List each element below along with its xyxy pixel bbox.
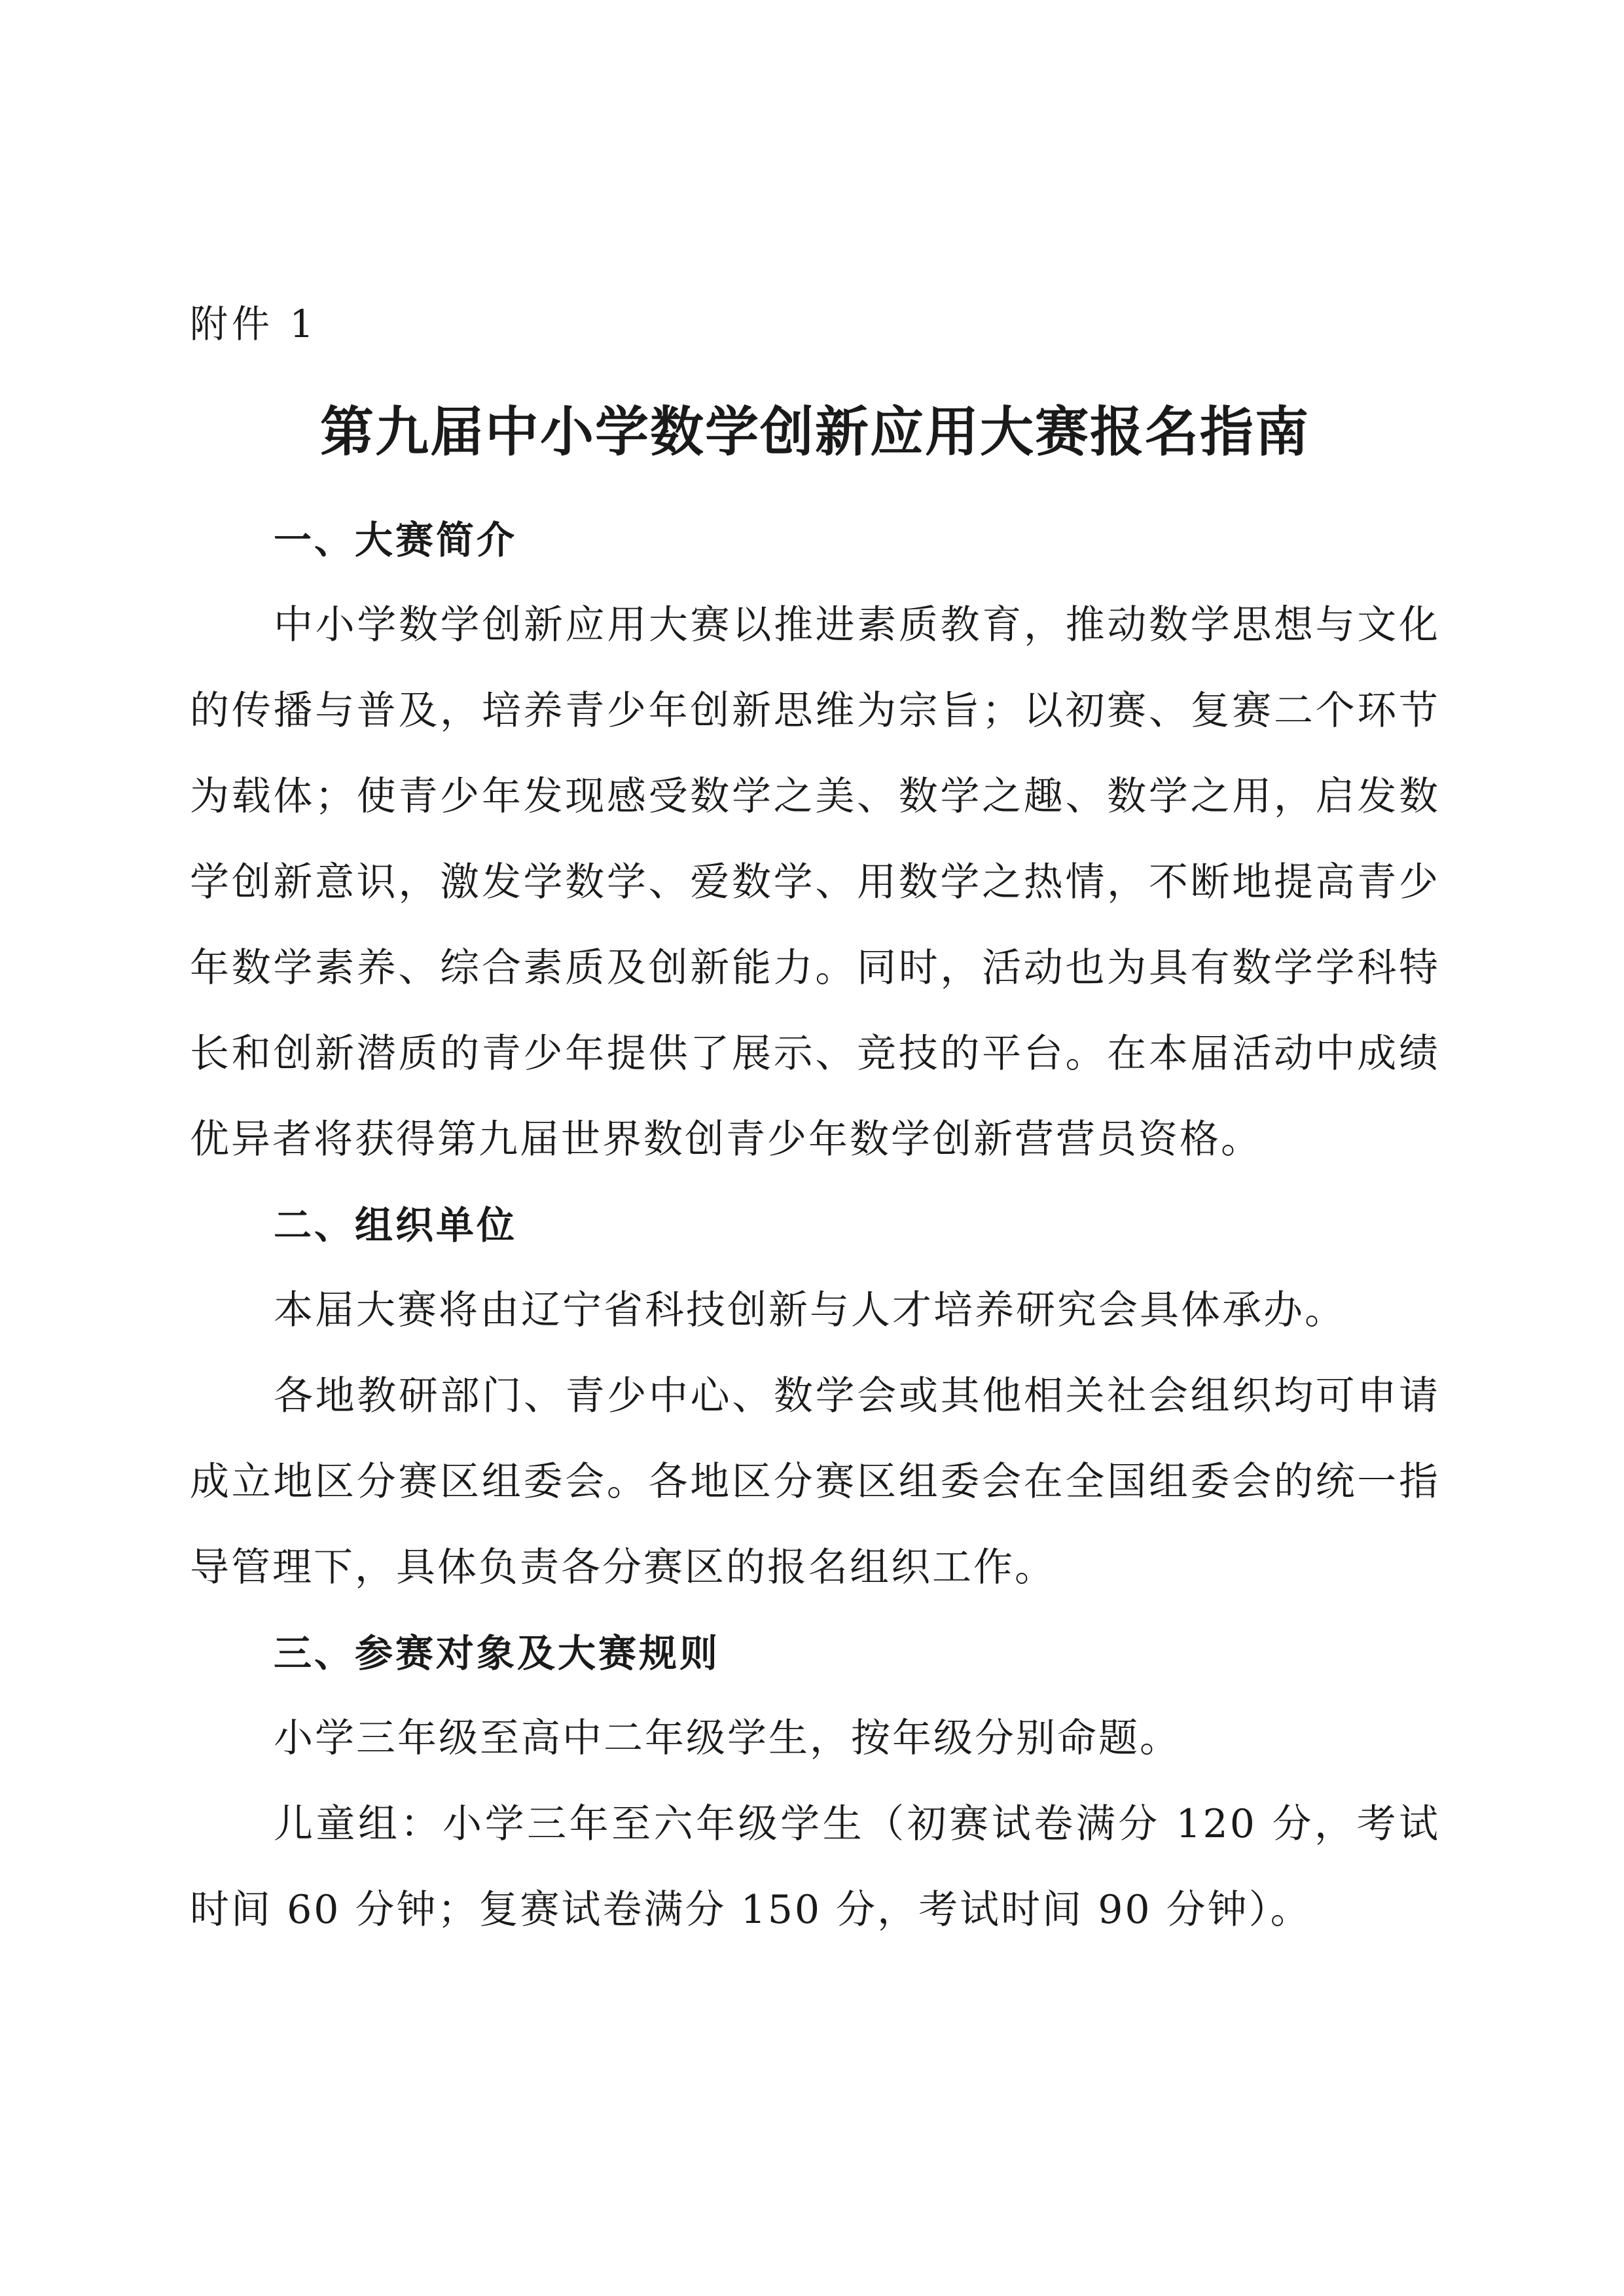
children-group-paragraph: 儿童组：小学三年至六年级学生（初赛试卷满分 120 分，考试时间 60 分钟；复赛试卷满分 150 分，考试时间 90 分钟）。 xyxy=(190,1801,1440,1933)
section-heading-introduction: 一、大赛简介 xyxy=(274,518,518,562)
introduction-paragraph: 中小学数学创新应用大赛以推进素质教育，推动数学思想与文化的传播与普及，培养青少年创新思维为宗旨；以初赛、复赛二个环节为载体；使青少年发现感受数学之美、数学之趣、数学之用，启发数学创新意识，激发学数学、爱数学、用数学之热情，不断地提高青少年数学素养、综合素质及创新能力。同时，活动也为具有数学学科特长和创新潜质的青少年提供了展示、竞技的平台。在本届活动中成绩优异者将获得第九届世界数创青少年数学创新营营员资格。 xyxy=(190,602,1440,1162)
section-heading-organizers: 二、组织单位 xyxy=(274,1203,518,1247)
document-title: 第九届中小学数学创新应用大赛报名指南 xyxy=(319,401,1310,463)
attachment-label: 附件 1 xyxy=(190,302,318,346)
organizers-paragraph-regional: 各地教研部门、青少中心、数学会或其他相关社会组织均可申请成立地区分赛区组委会。各地区分赛区组委会在全国组委会的统一指导管理下，具体负责各分赛区的报名组织工作。 xyxy=(190,1373,1440,1590)
participants-paragraph: 小学三年级至高中二年级学生，按年级分别命题。 xyxy=(274,1715,1181,1761)
section-heading-participants-rules: 三、参赛对象及大赛规则 xyxy=(274,1631,721,1676)
document-body xyxy=(190,298,1440,1953)
organizers-paragraph-host: 本届大赛将由辽宁省科技创新与人才培养研究会具体承办。 xyxy=(274,1287,1346,1333)
